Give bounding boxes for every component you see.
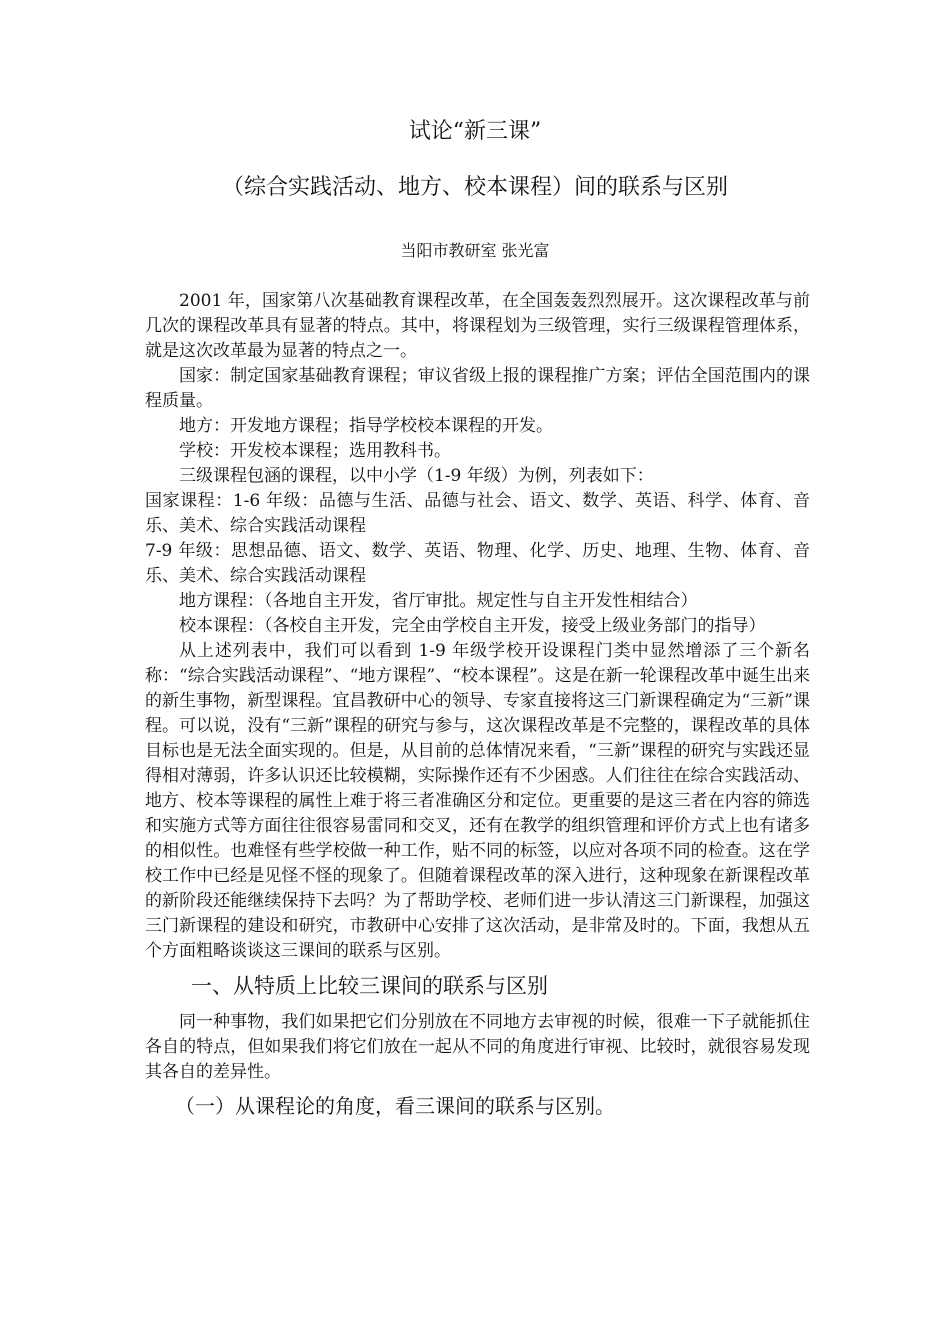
document-author: 当阳市教研室 张光富: [400, 241, 550, 260]
document-body: [145, 289, 810, 1121]
paragraph-intro: 2001 年，国家第八次基础教育课程改革，在全国轰轰烈烈展开。这次课程改革与前几次的课程改革具有显著的特点。其中，将课程划为三级管理，实行三级课程管理体系，就是这次改革最为显著的特点之一。: [145, 291, 810, 361]
paragraph-local-curriculum: 地方课程：（各地自主开发，省厅审批。规定性与自主开发性相结合）: [179, 591, 698, 611]
paragraph-curriculum-list-intro: 三级课程包涵的课程，以中小学（1-9 年级）为例，列表如下：: [179, 466, 654, 486]
paragraph-national: 国家：制定国家基础教育课程；审议省级上报的课程推广方案；评估全国范围内的课程质量。: [145, 366, 810, 411]
paragraph-school-curriculum: 校本课程：（各校自主开发，完全由学校自主开发，接受上级业务部门的指导）: [179, 616, 766, 636]
paragraph-local: 地方：开发地方课程；指导学校校本课程的开发。: [179, 416, 553, 436]
paragraph-school: 学校：开发校本课程；选用教科书。: [179, 441, 451, 461]
document-title: 试论“新三课”: [408, 119, 542, 144]
paragraph-national-curriculum-1-6: 国家课程：1-6 年级：品德与生活、品德与社会、语文、数学、英语、科学、体育、音乐、美术、综合实践活动课程: [145, 491, 810, 536]
section-heading-1: 一、从特质上比较三课间的联系与区别: [191, 974, 548, 998]
paragraph-section-1-intro: 同一种事物，我们如果把它们分别放在不同地方去审视的时候，很难一下子就能抓住各自的特点，但如果我们将它们放在一起从不同的角度进行审视、比较时，就很容易发现其各自的差异性。: [145, 1012, 810, 1082]
subsection-heading-1: （一）从课程论的角度，看三课间的联系与区别。: [175, 1094, 615, 1118]
document-subtitle: （综合实践活动、地方、校本课程）间的联系与区别: [221, 175, 728, 200]
paragraph-analysis: 从上述列表中，我们可以看到 1-9 年级学校开设课程门类中显然增添了三个新名称：“综合实践活动课程”、“地方课程”、“校本课程”。这是在新一轮课程改革中诞生出来的新生事物，新型课程。宜昌教研中心的领导、专家直接将这三门新课程确定为“三新”课程。可以说，没有“三新”课程的研究与参与，这次课程改革是不完整的，课程改革的具体目标也是无法全面实现的。但是，从目前的总体情况来看，“三新”课程的研究与实践还显得相对薄弱，许多认识还比较模糊，实际操作还有不少困惑。人们往往在综合实践活动、地方、校本等课程的属性上难于将三者准确区分和定位。更重要的是这三者在内容的筛选和实施方式等方面往往很容易雷同和交叉，还有在教学的组织管理和评价方式上也有诸多的相似性。也难怪有些学校做一种工作，贴不同的标签，以应对各项不同的检查。这在学校工作中已经是见怪不怪的现象了。但随着课程改革的深入进行，这种现象在新课程改革的新阶段还能继续保持下去吗？为了帮助学校、老师们进一步认清这三门新课程，加强这三门新课程的建设和研究，市教研中心安排了这次活动，是非常及时的。下面，我想从五个方面粗略谈谈这三课间的联系与区别。: [145, 641, 810, 961]
paragraph-national-curriculum-7-9: 7-9 年级：思想品德、语文、数学、英语、物理、化学、历史、地理、生物、体育、音乐、美术、综合实践活动课程: [145, 541, 810, 586]
